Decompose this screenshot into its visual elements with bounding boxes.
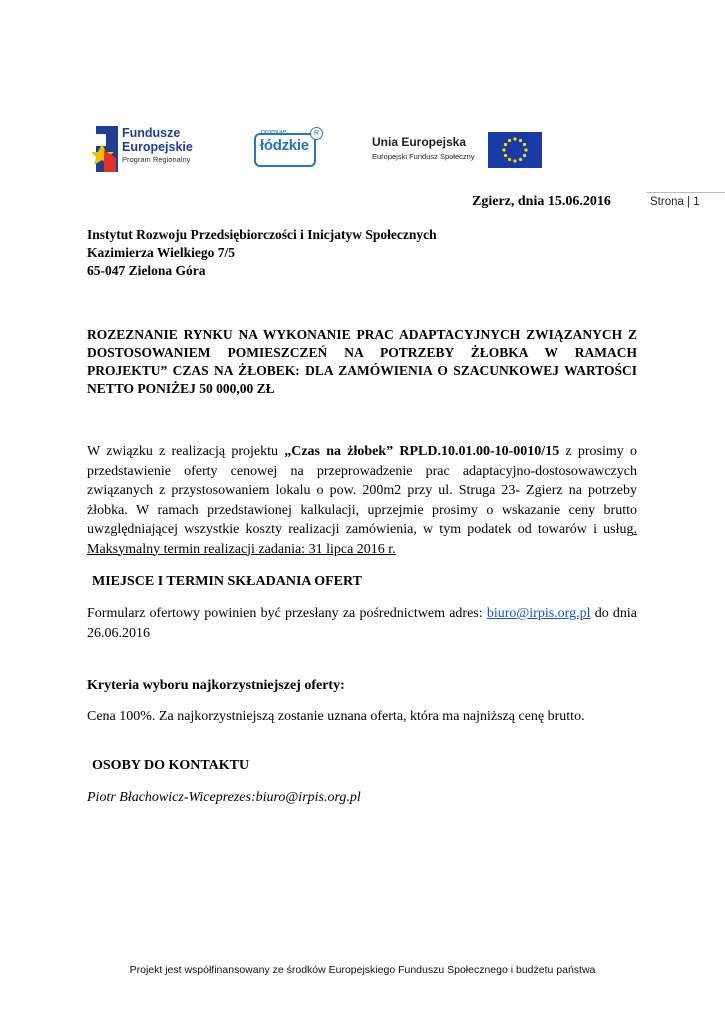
submission-text-after: do dnia 26.06.2016 <box>87 606 637 641</box>
section-heading-criteria: Kryteria wyboru najkorzystniejszej oferty: <box>87 678 345 693</box>
submission-text-before: Formularz ofertowy powinien być przesłany za pośrednictwem adres: <box>87 606 487 621</box>
addressee-city: 65-047 Zielona Góra <box>87 263 206 278</box>
section-heading-contact: OSOBY DO KONTAKTU <box>92 758 250 773</box>
fe-logo-line3: Program Regionalny <box>122 155 191 164</box>
addressee-block <box>87 226 437 280</box>
lodzkie-registered-mark: R <box>310 127 323 140</box>
page-footer: Projekt jest współfinansowany ze środków Europejskiego Funduszu Społecznego i budżetu państwa <box>129 964 596 976</box>
section-heading-place: MIEJSCE I TERMIN SKŁADANIA OFERT <box>92 574 362 589</box>
fe-logo-line2: Europejskie <box>122 140 193 154</box>
project-name: „Czas na żłobek” RPLD.10.01.00-10-0010/15 <box>284 444 560 459</box>
intro-period: . <box>633 522 637 537</box>
fe-star-icon <box>92 124 120 174</box>
criteria-text: Cena 100%. Za najkorzystniejszą zostanie uznana oferta, która ma najniższą cenę brutto. <box>87 709 585 724</box>
ue-logo-line1: Unia Europejska <box>372 135 467 149</box>
eu-flag-icon <box>488 132 542 168</box>
promuje-lodzkie-logo <box>254 127 324 171</box>
lodzkie-big-text: łódzkie <box>260 137 309 154</box>
fundusze-europejskie-logo <box>92 124 222 176</box>
unia-europejska-logo <box>372 132 544 172</box>
email-link[interactable]: biuro@irpis.org.pl <box>486 606 591 621</box>
deadline-text: Maksymalny termin realizacji zadania: 31 lipca 2016 r. <box>87 541 396 557</box>
addressee-street: Kazimierza Wielkiego 7/5 <box>87 245 235 260</box>
document-date: Zgierz, dnia 15.06.2016 <box>472 194 611 209</box>
page-number-rule <box>646 192 725 193</box>
intro-prefix: W związku z realizacją projektu <box>87 444 285 459</box>
addressee-name: Instytut Rozwoju Przedsiębiorczości i Inicjatyw Społecznych <box>87 227 437 242</box>
page-number: Strona | 1 <box>650 196 700 208</box>
document-title: ROZEZNANIE RYNKU NA WYKONANIE PRAC ADAPTACYJNYCH ZWIĄZANYCH Z DOSTOSOWANIEM POMIESZCZEŃ NA POTRZEBY ŻŁOBKA W RAMACH PROJEKTU” CZAS NA ŻŁOBEK: DLA ZAMÓWIENIA O SZACUNKOWEJ WARTOŚCI NETTO PONIŻEJ 50 000,00 ZŁ <box>87 327 637 396</box>
fe-logo-line1: Fundusze <box>122 126 181 140</box>
lodzkie-small-text: promuje <box>261 129 287 136</box>
submission-paragraph <box>87 604 637 643</box>
contact-person: Piotr Błachowicz-Wiceprezes:biuro@irpis.org.pl <box>87 790 361 805</box>
ue-logo-line2: Europejski Fundusz Społeczny <box>372 152 475 161</box>
intro-paragraph <box>87 442 637 559</box>
intro-body: z prosimy o przedstawienie oferty cenowej na przeprowadzenie prac adaptacyjno-dostosowawczych związanych z przystosowaniem lokalu o pow. 200m2 przy ul. Struga 23- Zgierz na potrzeby żłobka. W ramach przedstawionej kalkulacji, uprzejmie prosimy o wskazanie ceny brutto uwzględniającej wszystkie koszty realizacji zamówienia, w tym podatek od towarów i usług <box>87 444 637 537</box>
